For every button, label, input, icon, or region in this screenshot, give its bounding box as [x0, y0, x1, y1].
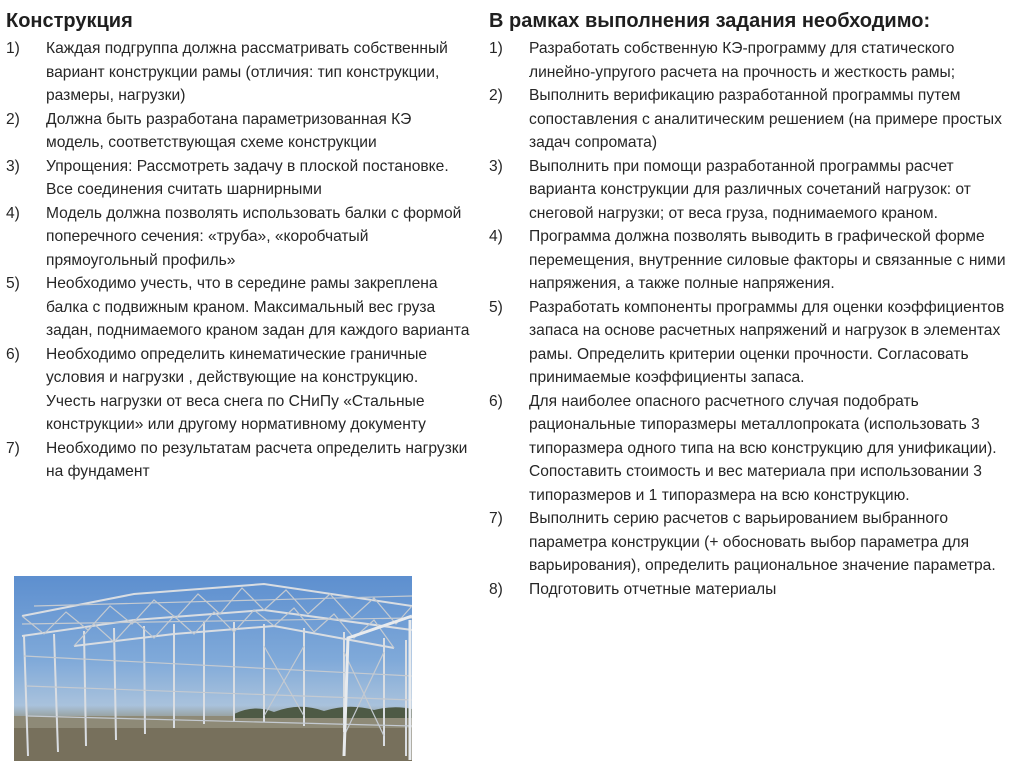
item-number: 5)	[6, 275, 20, 292]
item-text: Необходимо определить кинематические граничные условия и нагрузки , действующие на конструкцию. Учесть нагрузки от веса снега по СНиПу «Стальные конструкции» или другому нормативному документу	[46, 345, 428, 433]
item-number: 3)	[6, 157, 20, 175]
list-item	[6, 437, 472, 484]
item-text: Выполнить серию расчетов с варьированием выбранного параметра конструкции (+ обосновать выбор параметра для варьирования), определить рациональное значение параметра.	[529, 510, 996, 574]
left-heading: Конструкция	[6, 10, 133, 32]
item-text: Модель должна позволять использовать балки с формой поперечного сечения: «труба», «коробчатый прямоугольный профиль»	[46, 204, 462, 269]
item-number: 7)	[6, 439, 20, 457]
item-number: 4)	[489, 228, 503, 245]
steel-frame-illustration	[14, 576, 412, 761]
list-item	[6, 108, 472, 155]
list-item	[6, 37, 472, 108]
item-text: Разработать компоненты программы для оценки коэффициентов запаса на основе расчетных напряжений и нагрузок в элементах рамы. Определить критерии оценки прочности. Согласовать принимаемые коэффициенты запаса.	[529, 298, 1005, 386]
item-number: 1)	[6, 40, 20, 57]
item-number: 2)	[6, 110, 20, 128]
item-text: Упрощения: Рассмотреть задачу в плоской постановке. Все соединения считать шарнирными	[46, 157, 449, 198]
item-text: Подготовить отчетные материалы	[529, 580, 777, 598]
item-number: 7)	[489, 510, 503, 527]
item-number: 4)	[6, 204, 20, 222]
list-item	[6, 272, 472, 343]
list-item	[489, 296, 1017, 390]
item-number: 8)	[489, 580, 503, 598]
item-number: 6)	[6, 345, 20, 363]
list-item	[489, 225, 1017, 296]
right-column	[489, 8, 1017, 601]
item-text: Необходимо учесть, что в середине рамы закреплена балка с подвижным краном. Максимальный вес груза задан, поднимаемого краном задан для каждого варианта	[46, 275, 470, 339]
item-number: 2)	[489, 87, 503, 104]
item-text: Должна быть разработана параметризованная КЭ модель, соответствующая схеме конструкции	[46, 110, 412, 151]
item-text: Необходимо по результатам расчета определить нагрузки на фундамент	[46, 439, 468, 480]
list-item	[489, 84, 1017, 155]
item-text: Разработать собственную КЭ-программу для статического линейно-упругого расчета на прочность и жесткость рамы;	[529, 40, 956, 81]
item-number: 5)	[489, 298, 503, 316]
item-text: Выполнить верификацию разработанной программы путем сопоставления с аналитическим решением (на примере простых задач сопромата)	[529, 87, 1002, 151]
left-column	[6, 8, 472, 484]
list-item	[489, 507, 1017, 578]
item-number: 6)	[489, 392, 503, 410]
item-text: Для наиболее опасного расчетного случая подобрать рациональные типоразмеры металлопроката (использовать 3 типоразмера одного типа на всю конструкцию для унификации). Сопоставить стоимость и вес материала при использовании 3 типоразмеров и 1 типоразмера на всю конструкцию.	[529, 392, 997, 504]
list-item	[489, 390, 1017, 508]
right-list	[489, 37, 1017, 601]
list-item	[489, 37, 1017, 84]
steel-frame-photo	[14, 576, 412, 761]
list-item	[6, 343, 472, 437]
item-text: Выполнить при помощи разработанной программы расчет варианта конструкции для различных сочетаний нагрузок: от снеговой нагрузки; от веса груза, поднимаемого краном.	[529, 157, 971, 222]
list-item	[6, 202, 472, 273]
item-text: Каждая подгруппа должна рассматривать собственный вариант конструкции рамы (отличия: тип конструкции, размеры, нагрузки)	[46, 40, 448, 104]
item-text: Программа должна позволять выводить в графической форме перемещения, внутренние силовые факторы и связанные с ними напряжения, а также полные напряжения.	[529, 228, 1006, 292]
right-heading: В рамках выполнения задания необходимо:	[489, 10, 931, 32]
item-number: 3)	[489, 157, 503, 175]
left-list	[6, 37, 472, 484]
list-item	[489, 578, 1017, 602]
list-item	[489, 155, 1017, 226]
list-item	[6, 155, 472, 202]
item-number: 1)	[489, 40, 503, 57]
